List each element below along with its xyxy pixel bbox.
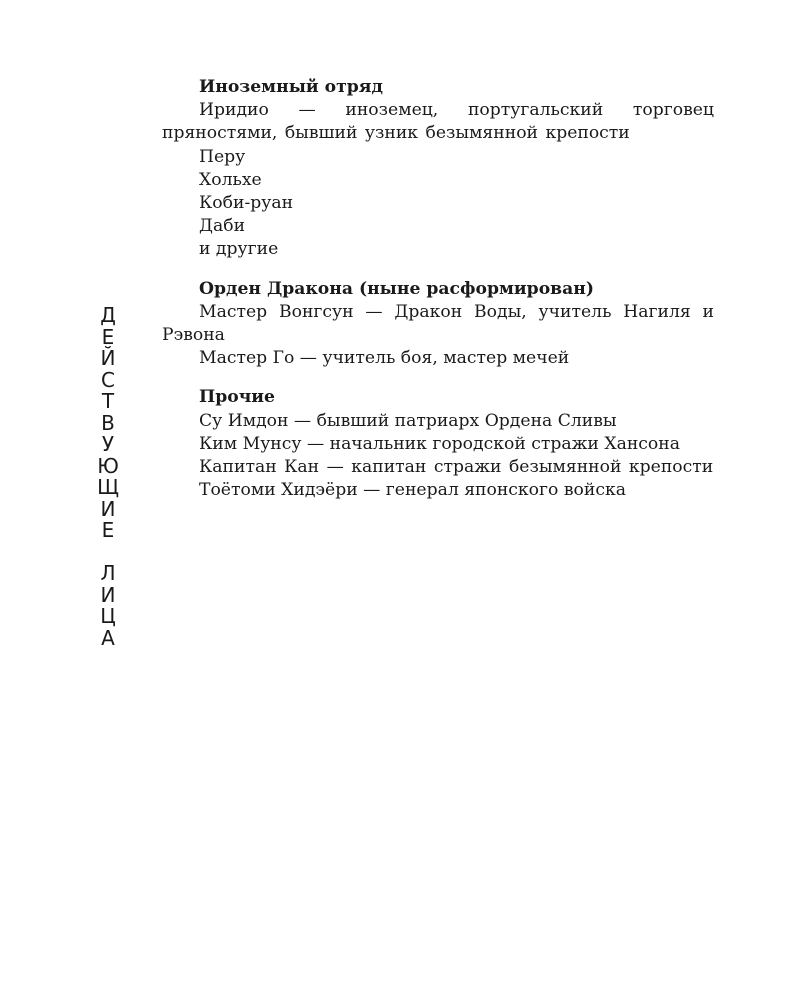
title-word-gap [94,542,122,564]
character-entry: Су Имдон — бывший патриарх Ордена Сливы [199,410,617,431]
character-entry: Перу [199,146,246,167]
character-entry: Мастер Го — учитель боя, мастер мечей [199,348,570,369]
title-letter: И [100,496,116,521]
title-letter: У [101,432,115,456]
character-entry: Коби-руан [199,193,294,214]
section-others [162,386,714,502]
section-dragon-order [162,278,714,371]
title-letter: Й [100,346,116,370]
character-entry: Мастер Вонгсун — Дракон Воды, учитель Нагиля и Рэвона [162,301,714,346]
title-letter: А [101,625,115,650]
section-heading: Орден Дракона (ныне расформирован) [199,278,594,299]
character-entry: Хольхе [199,169,262,190]
character-entry: Даби [199,216,246,237]
title-letter: В [101,410,115,435]
title-letter: Л [100,561,116,585]
character-entry: Капитан Кан — капитан стражи безымянной крепости [199,457,714,478]
title-letter: Е [101,518,115,542]
vertical-page-title [94,305,122,649]
title-letter: Ю [97,453,119,478]
title-letter: Ц [100,604,116,628]
title-letter: С [101,367,115,392]
title-letter: Щ [97,475,119,499]
title-letter: Т [101,389,115,413]
character-entry: и другие [199,239,279,260]
character-entry: Тоётоми Хидэёри — генерал японского войска [199,480,626,501]
title-letter: Д [100,303,116,327]
character-list [162,76,714,518]
character-entry: Иридио — иноземец, португальский торговец пряностями, бывший узник безымянной крепости [162,100,714,144]
section-foreign-squad [162,76,714,262]
section-heading: Иноземный отряд [199,77,383,97]
title-letter: Е [101,324,115,349]
section-heading: Прочие [199,387,275,408]
title-letter: И [100,582,116,607]
character-entry: Ким Мунсу — начальник городской стражи Хансона [199,433,680,454]
